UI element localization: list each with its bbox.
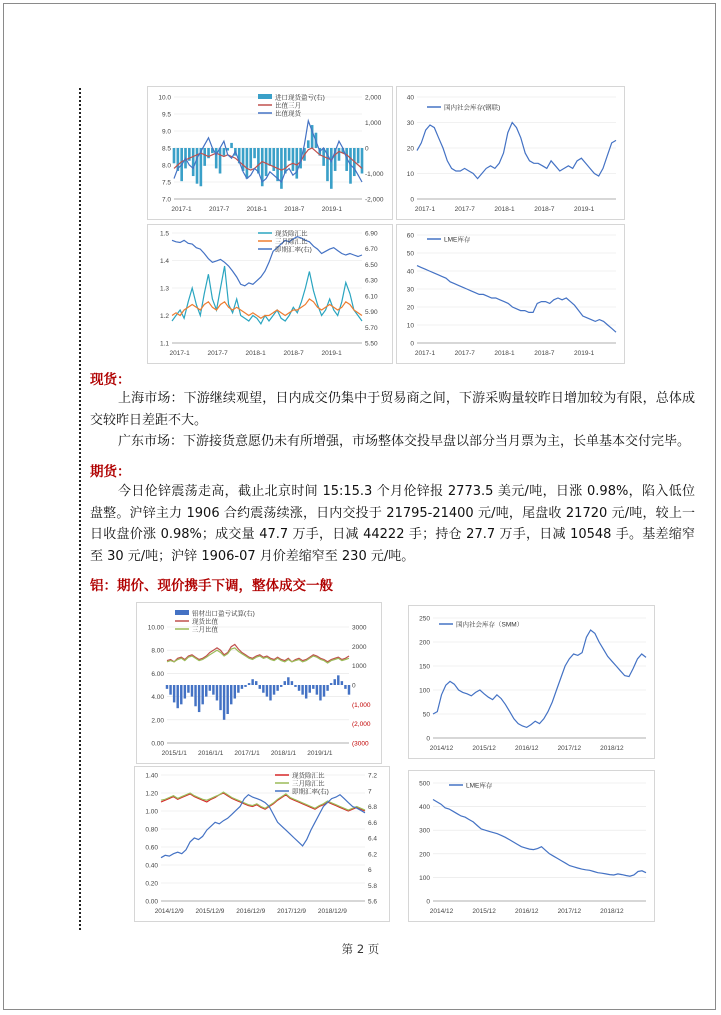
bar-mark xyxy=(257,148,260,174)
bar-mark xyxy=(173,148,176,163)
y-tick-label: 9.0 xyxy=(161,128,171,136)
bar-mark xyxy=(323,685,325,697)
bar-mark xyxy=(242,148,245,171)
y2-tick-label: 7 xyxy=(368,788,372,796)
y-tick-label: 200 xyxy=(419,639,430,647)
bar-mark xyxy=(244,685,246,687)
y-tick-label: 1.4 xyxy=(159,258,169,265)
zinc-lme-inventory-chart-svg xyxy=(397,225,624,363)
aluminum-lme-inventory-chart-svg xyxy=(409,771,654,921)
y2-tick-label: 0 xyxy=(365,145,369,153)
y-tick-label: 1.2 xyxy=(159,313,169,320)
y2-tick-label: 6.10 xyxy=(365,293,378,301)
x-tick-label: 2016/1/1 xyxy=(198,750,224,757)
y-tick-label: 4.00 xyxy=(151,694,164,702)
bar-mark xyxy=(344,685,346,689)
spot-guangdong-text: 广东市场：下游接货意愿仍未有所增强，市场整体交投早盘以部分当月票为主，长单基本交付完毕。 xyxy=(118,434,691,449)
bar-mark xyxy=(288,148,291,161)
series-line xyxy=(172,237,362,286)
bar-mark xyxy=(316,685,318,695)
y2-tick-label: 6.8 xyxy=(368,804,378,811)
legend-label: 比值现货 xyxy=(275,110,301,118)
bar-mark xyxy=(330,148,333,189)
bar-mark xyxy=(361,148,364,174)
bar-mark xyxy=(309,685,311,693)
y2-tick-label: 1000 xyxy=(352,663,367,671)
page-footer: 第 2 页 xyxy=(341,942,380,956)
bar-mark xyxy=(348,685,350,695)
y2-tick-label: 7.2 xyxy=(368,772,378,780)
x-tick-label: 2018-1 xyxy=(494,350,515,357)
bar-mark xyxy=(226,685,228,714)
bar-mark xyxy=(284,681,286,685)
legend-label: 现货除汇比 xyxy=(292,772,325,780)
y-tick-label: 100 xyxy=(419,687,430,695)
y-tick-label: 8.0 xyxy=(161,162,171,170)
y-tick-label: 50 xyxy=(406,250,414,258)
x-tick-label: 2018-1 xyxy=(245,350,266,357)
y-tick-label: 1.3 xyxy=(159,285,169,293)
x-tick-label: 2016/12 xyxy=(514,745,539,752)
y-tick-label: 0.20 xyxy=(145,880,158,888)
bar-mark xyxy=(192,148,195,176)
legend-label: 比值三月 xyxy=(275,102,301,110)
y-tick-label: 40 xyxy=(406,94,414,102)
y2-tick-label: 6.50 xyxy=(365,261,378,269)
zinc-lme-inventory-chart xyxy=(396,224,625,364)
y-tick-label: 30 xyxy=(406,286,414,294)
y2-tick-label: 5.90 xyxy=(365,309,378,317)
futures-heading: 期货： xyxy=(90,464,131,480)
y2-tick-label: 6.2 xyxy=(368,851,378,859)
bar-mark xyxy=(292,148,295,171)
bar-mark xyxy=(173,685,175,702)
y-tick-label: 7.5 xyxy=(161,179,171,187)
y-tick-label: 0.60 xyxy=(145,844,158,852)
y-tick-label: 0 xyxy=(410,196,414,204)
bar-mark xyxy=(291,681,293,685)
spot-shanghai-paragraph xyxy=(90,388,695,431)
y-tick-label: 400 xyxy=(419,804,430,812)
bar-mark xyxy=(294,685,296,687)
y2-tick-label: 6.90 xyxy=(365,230,378,238)
y-tick-label: 150 xyxy=(419,663,430,671)
y2-tick-label: 5.70 xyxy=(365,324,378,332)
y2-tick-label: 1,000 xyxy=(365,120,382,127)
aluminum-heading: 铝：期价、现价携手下调，整体成交一般 xyxy=(90,578,333,594)
bar-mark xyxy=(180,685,182,704)
bar-mark xyxy=(319,685,321,700)
bar-mark xyxy=(184,685,186,699)
legend-label: 进口现货盈亏(右) xyxy=(275,94,325,102)
aluminum-social-inventory-chart xyxy=(408,605,655,759)
series-line xyxy=(167,644,349,661)
y2-tick-label: 6.30 xyxy=(365,277,378,285)
bar-mark xyxy=(295,148,298,179)
x-tick-label: 2018/12 xyxy=(600,745,624,752)
y-tick-label: 20 xyxy=(406,304,414,312)
x-tick-label: 2018-1 xyxy=(494,206,515,213)
x-tick-label: 2019-1 xyxy=(574,350,595,357)
y-tick-label: 100 xyxy=(419,874,430,882)
x-tick-label: 2018/12 xyxy=(600,908,624,915)
y-tick-label: 200 xyxy=(419,851,430,859)
y2-tick-label: (1,000 xyxy=(352,701,371,709)
y-tick-label: 1.20 xyxy=(145,790,158,798)
bar-mark xyxy=(215,148,218,168)
x-tick-label: 2018-1 xyxy=(246,206,267,213)
y2-tick-label: -2,000 xyxy=(365,196,384,204)
x-tick-label: 2018-7 xyxy=(534,350,555,357)
x-tick-label: 2016/12 xyxy=(514,908,539,915)
y-tick-label: 0.80 xyxy=(145,826,158,834)
y-tick-label: 500 xyxy=(419,780,430,788)
x-tick-label: 2018/12/9 xyxy=(317,908,347,915)
margin-dotted-line xyxy=(79,88,81,930)
legend-label: 现货比值 xyxy=(192,618,218,626)
zinc-fx-ratio-chart-svg xyxy=(148,225,392,363)
bar-mark xyxy=(196,148,199,184)
bar-mark xyxy=(269,148,272,166)
legend-label: 即期汇率(右) xyxy=(275,246,312,254)
y-tick-label: 40 xyxy=(406,268,414,276)
bar-mark xyxy=(205,685,207,697)
bar-mark xyxy=(276,685,278,691)
y-tick-label: 10 xyxy=(406,322,414,330)
bar-mark xyxy=(237,685,239,693)
zinc-ratio-chart-svg xyxy=(148,87,392,219)
series-line xyxy=(433,800,646,877)
y-tick-label: 10.00 xyxy=(147,624,164,632)
y2-tick-label: (2,000 xyxy=(352,721,371,729)
x-tick-label: 2017-7 xyxy=(207,350,228,357)
bar-mark xyxy=(249,148,252,168)
y-tick-label: 0.00 xyxy=(145,898,158,906)
bar-mark xyxy=(198,685,200,712)
y-tick-label: 30 xyxy=(406,120,414,127)
legend-swatch xyxy=(258,94,272,99)
bar-mark xyxy=(255,681,257,685)
y2-tick-label: 6.70 xyxy=(365,246,378,254)
series-line xyxy=(174,121,362,182)
bar-mark xyxy=(219,685,221,710)
y-tick-label: 60 xyxy=(406,232,414,240)
bar-mark xyxy=(230,685,232,704)
bar-mark xyxy=(209,685,211,691)
bar-mark xyxy=(284,148,287,174)
bar-mark xyxy=(259,685,261,689)
bar-mark xyxy=(223,685,225,720)
legend-label: LME库存 xyxy=(466,782,493,790)
bar-mark xyxy=(169,685,171,695)
bar-mark xyxy=(230,143,233,148)
aluminum-ratio-chart-svg xyxy=(137,603,381,763)
bar-mark xyxy=(223,148,226,156)
bar-mark xyxy=(201,685,203,704)
bar-mark xyxy=(338,148,341,161)
aluminum-lme-inventory-chart xyxy=(408,770,655,922)
y-tick-label: 0.40 xyxy=(145,862,158,870)
y2-tick-label: 6.6 xyxy=(368,819,378,827)
x-tick-label: 2017/12/9 xyxy=(277,908,307,915)
y-tick-label: 1.40 xyxy=(145,772,158,780)
legend-label: 三月比值 xyxy=(192,626,218,634)
y-tick-label: 0.00 xyxy=(151,740,164,748)
bar-mark xyxy=(219,148,222,174)
legend-swatch xyxy=(175,610,189,615)
x-tick-label: 2014/12/9 xyxy=(154,908,184,915)
y2-tick-label: -1,000 xyxy=(365,171,384,178)
legend-label: 铝材出口盈亏试算(右) xyxy=(192,610,255,618)
x-tick-label: 2017-7 xyxy=(454,350,475,357)
aluminum-ratio-chart xyxy=(136,602,382,764)
x-tick-label: 2018-7 xyxy=(284,206,305,213)
bar-mark xyxy=(269,685,271,700)
series-line xyxy=(433,630,646,727)
futures-text: 今日伦锌震荡走高，截止北京时间 15:15.3 个月伦锌报 2773.5 美元/吨，日涨 0.98%，陷入低位盘整。沪锌主力 1906 合约震荡续涨，日内交投于 21795-21400 元/吨，尾盘收 21720 元/吨，较上一日收盘价涨 0.98%；成交量 47.7 万手，日减 44222 手；持仓 27.7 万手，日减 10548 手。基差缩窄至 30 元/吨；沪锌 1906-07 月价差缩窄至 230 元/吨。 xyxy=(90,484,695,564)
x-tick-label: 2015/12 xyxy=(472,908,496,915)
y2-tick-label: 3000 xyxy=(352,624,367,632)
bar-mark xyxy=(307,140,310,148)
x-tick-label: 2017-1 xyxy=(169,350,190,357)
bar-mark xyxy=(241,685,243,689)
legend-label: 国内社会库存(钢联) xyxy=(444,104,501,112)
x-tick-label: 2017/1/1 xyxy=(234,750,260,757)
y2-tick-label: 2,000 xyxy=(365,94,382,102)
bar-mark xyxy=(248,683,250,685)
x-tick-label: 2017/12 xyxy=(557,745,582,752)
y2-tick-label: 2000 xyxy=(352,643,367,651)
y-tick-label: 2.00 xyxy=(151,717,164,725)
bar-mark xyxy=(194,685,196,706)
zinc-ratio-chart xyxy=(147,86,393,220)
y-tick-label: 0 xyxy=(426,898,430,906)
legend-label: 现货除汇比 xyxy=(275,230,308,238)
y-tick-label: 1.5 xyxy=(159,230,169,238)
bar-mark xyxy=(357,148,360,163)
x-tick-label: 2017-1 xyxy=(414,206,436,213)
y-tick-label: 1.1 xyxy=(159,340,169,348)
legend-label: 三月除汇比 xyxy=(292,780,325,788)
x-tick-label: 2018-7 xyxy=(283,350,304,357)
bar-mark xyxy=(265,148,268,176)
bar-mark xyxy=(273,685,275,695)
bar-mark xyxy=(216,685,218,700)
bar-mark xyxy=(341,681,343,685)
x-tick-label: 2017-1 xyxy=(414,350,436,357)
bar-mark xyxy=(298,685,300,691)
y-tick-label: 0 xyxy=(410,340,414,348)
y-tick-label: 7.0 xyxy=(161,196,171,204)
y2-tick-label: 5.50 xyxy=(365,340,378,348)
x-tick-label: 2017-1 xyxy=(171,206,192,213)
x-tick-label: 2019/1/1 xyxy=(307,750,333,757)
x-tick-label: 2018/1/1 xyxy=(270,750,297,757)
bar-mark xyxy=(276,148,279,181)
y-tick-label: 300 xyxy=(419,827,430,835)
aluminum-social-inventory-chart-svg xyxy=(409,606,654,758)
y-tick-label: 20 xyxy=(406,145,414,153)
bar-mark xyxy=(266,685,268,697)
legend-label: 即期汇率(右) xyxy=(292,788,329,796)
y-tick-label: 8.00 xyxy=(151,647,164,655)
bar-mark xyxy=(246,148,249,179)
x-tick-label: 2015/1/1 xyxy=(161,750,187,757)
y2-tick-label: 6 xyxy=(368,867,372,874)
bar-mark xyxy=(234,685,236,699)
bar-mark xyxy=(312,685,314,689)
spot-guangdong-paragraph xyxy=(90,431,695,453)
aluminum-fx-ratio-chart-svg xyxy=(135,767,389,921)
aluminum-fx-ratio-chart xyxy=(134,766,390,922)
bar-mark xyxy=(212,685,214,695)
bar-mark xyxy=(305,685,307,699)
y-tick-label: 0 xyxy=(426,735,430,743)
y2-tick-label: 6.4 xyxy=(368,835,378,843)
bar-mark xyxy=(301,685,303,695)
bar-mark xyxy=(280,685,282,687)
bar-mark xyxy=(337,675,339,685)
legend-label: LME库存 xyxy=(444,236,471,244)
y2-tick-label: 5.8 xyxy=(368,882,378,890)
y-tick-label: 8.5 xyxy=(161,145,171,153)
bar-mark xyxy=(253,148,256,158)
zinc-social-inventory-chart xyxy=(396,86,625,220)
x-tick-label: 2018-7 xyxy=(534,206,555,213)
series-line xyxy=(417,123,616,179)
x-tick-label: 2015/12/9 xyxy=(195,908,225,915)
y-tick-label: 250 xyxy=(419,615,430,623)
legend-label: 三月除汇比 xyxy=(275,238,308,246)
futures-paragraph xyxy=(90,481,695,567)
spot-heading: 现货： xyxy=(90,372,131,388)
y2-tick-label: 0 xyxy=(352,682,356,690)
x-tick-label: 2015/12 xyxy=(472,745,496,752)
bar-mark xyxy=(251,679,253,685)
x-tick-label: 2019-1 xyxy=(574,206,595,213)
x-tick-label: 2014/12 xyxy=(429,908,454,915)
bar-mark xyxy=(203,148,206,166)
series-line xyxy=(174,148,362,170)
x-tick-label: 2016/12/9 xyxy=(236,908,266,915)
y-tick-label: 1.00 xyxy=(145,808,158,816)
y2-tick-label: 5.6 xyxy=(368,898,378,906)
bar-mark xyxy=(326,685,328,691)
y-tick-label: 9.5 xyxy=(161,111,171,119)
series-line xyxy=(417,266,616,333)
bar-mark xyxy=(191,685,193,697)
x-tick-label: 2019-1 xyxy=(321,350,342,357)
zinc-social-inventory-chart-svg xyxy=(397,87,624,219)
y2-tick-label: (3000 xyxy=(352,740,369,748)
y-tick-label: 6.00 xyxy=(151,670,164,678)
bar-mark xyxy=(166,685,168,689)
bar-mark xyxy=(334,679,336,685)
bar-mark xyxy=(176,685,178,708)
x-tick-label: 2019-1 xyxy=(321,206,343,213)
x-tick-label: 2014/12 xyxy=(429,745,454,752)
x-tick-label: 2017/12 xyxy=(557,908,582,915)
zinc-fx-ratio-chart xyxy=(147,224,393,364)
x-tick-label: 2017-7 xyxy=(208,206,230,213)
y-tick-label: 10.0 xyxy=(158,94,171,102)
bar-mark xyxy=(262,685,264,693)
bar-mark xyxy=(330,683,332,685)
legend-label: 国内社会库存（SMM） xyxy=(456,621,524,629)
y-tick-label: 10 xyxy=(406,171,414,178)
y-tick-label: 50 xyxy=(422,711,430,719)
bar-mark xyxy=(187,685,189,693)
x-tick-label: 2017-7 xyxy=(454,206,475,213)
spot-shanghai-text: 上海市场：下游继续观望，日内成交仍集中于贸易商之间，下游采购量较昨日增加较为有限，总体成交较昨日差距不大。 xyxy=(90,391,695,428)
bar-mark xyxy=(287,677,289,685)
